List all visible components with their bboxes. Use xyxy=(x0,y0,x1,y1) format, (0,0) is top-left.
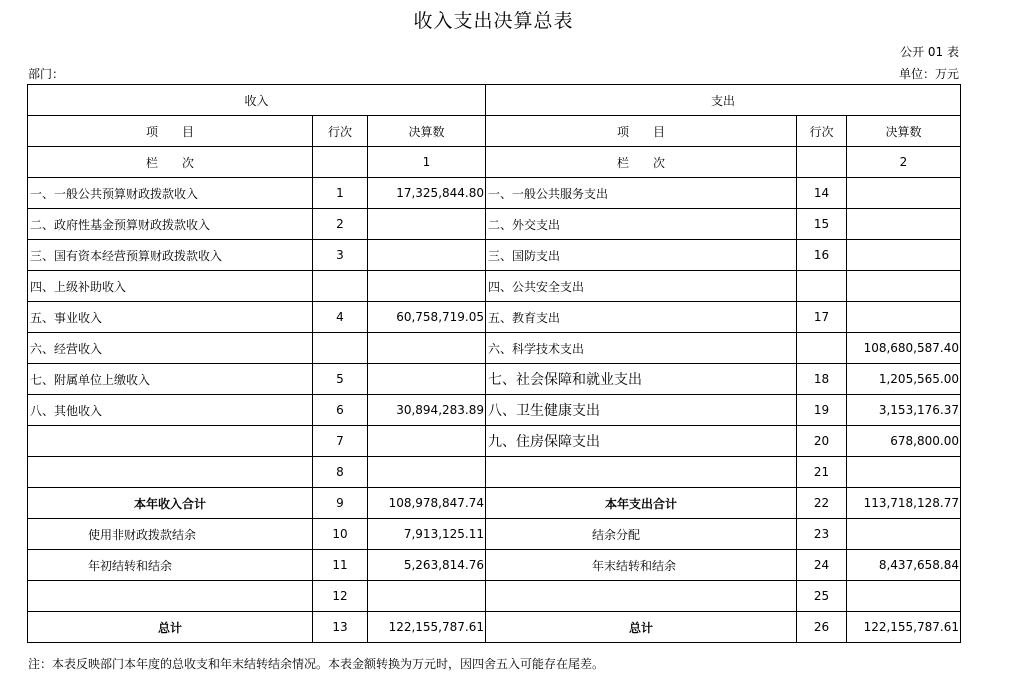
grand-expense-total-no: 26 xyxy=(797,612,847,643)
footnote: 注：本表反映部门本年度的总收支和年末结转结余情况。本表金额转换为万元时，因四舍五入可能存在尾差。 xyxy=(28,657,605,671)
begin-carryover-amount: 5,263,814.76 xyxy=(368,550,486,581)
grand-income-total-no: 13 xyxy=(313,612,368,643)
expense-item: 二、外交支出 xyxy=(486,209,797,240)
expense-item: 七、社会保障和就业支出 xyxy=(486,364,797,395)
nonfiscal-amount: 7,913,125.11 xyxy=(368,519,486,550)
income-item xyxy=(28,457,313,488)
expense-amount: 3,153,176.37 xyxy=(847,395,961,426)
income-expense-table xyxy=(27,84,961,643)
expense-section-header: 支出 xyxy=(486,85,961,116)
table-row xyxy=(28,333,961,364)
year-income-total-label: 本年收入合计 xyxy=(28,488,313,519)
year-expense-total-no: 22 xyxy=(797,488,847,519)
expense-amount xyxy=(847,209,961,240)
income-amount xyxy=(368,209,486,240)
expense-row-no: 15 xyxy=(797,209,847,240)
income-row-no: 4 xyxy=(313,302,368,333)
expense-row-no: 16 xyxy=(797,240,847,271)
expense-amount-header: 决算数 xyxy=(847,116,961,147)
expense-item: 六、科学技术支出 xyxy=(486,333,797,364)
expense-amount xyxy=(847,178,961,209)
expense-item: 一、一般公共服务支出 xyxy=(486,178,797,209)
blank-income-item xyxy=(28,581,313,612)
end-carryover-label: 年末结转和结余 xyxy=(486,550,797,581)
header-row-columns xyxy=(28,116,961,147)
table-row xyxy=(28,209,961,240)
income-row-no: 2 xyxy=(313,209,368,240)
income-item: 四、上级补助收入 xyxy=(28,271,313,302)
expense-column-number: 2 xyxy=(847,147,961,178)
blank-expense-no: 25 xyxy=(797,581,847,612)
blank-income-amount xyxy=(368,581,486,612)
income-item: 八、其他收入 xyxy=(28,395,313,426)
nonfiscal-row xyxy=(28,519,961,550)
nonfiscal-label: 使用非财政拨款结余 xyxy=(28,519,313,550)
expense-row-no: 17 xyxy=(797,302,847,333)
income-row-no: 3 xyxy=(313,240,368,271)
income-row-no: 1 xyxy=(313,178,368,209)
income-row-no xyxy=(313,333,368,364)
year-income-total-amount: 108,978,847.74 xyxy=(368,488,486,519)
expense-item: 八、卫生健康支出 xyxy=(486,395,797,426)
income-item: 六、经营收入 xyxy=(28,333,313,364)
expense-row-no: 18 xyxy=(797,364,847,395)
year-expense-total-label: 本年支出合计 xyxy=(486,488,797,519)
income-rowno-header: 行次 xyxy=(313,116,368,147)
income-row-no: 6 xyxy=(313,395,368,426)
year-expense-total-amount: 113,718,128.77 xyxy=(847,488,961,519)
income-amount xyxy=(368,364,486,395)
table-row xyxy=(28,240,961,271)
grand-expense-total-amount: 122,155,787.61 xyxy=(847,612,961,643)
end-carryover-amount: 8,437,658.84 xyxy=(847,550,961,581)
income-row-no xyxy=(313,271,368,302)
carryover-row xyxy=(28,550,961,581)
table-row xyxy=(28,302,961,333)
begin-carryover-label: 年初结转和结余 xyxy=(28,550,313,581)
blank-expense-item xyxy=(486,581,797,612)
expense-item: 九、住房保障支出 xyxy=(486,426,797,457)
income-amount: 60,758,719.05 xyxy=(368,302,486,333)
table-row xyxy=(28,395,961,426)
expense-amount: 108,680,587.40 xyxy=(847,333,961,364)
grand-income-total-label: 总计 xyxy=(28,612,313,643)
income-amount xyxy=(368,426,486,457)
income-item: 三、国有资本经营预算财政拨款收入 xyxy=(28,240,313,271)
expense-row-no: 20 xyxy=(797,426,847,457)
form-code: 公开 01 表 xyxy=(900,45,959,59)
year-income-total-no: 9 xyxy=(313,488,368,519)
income-row-no: 7 xyxy=(313,426,368,457)
income-item: 五、事业收入 xyxy=(28,302,313,333)
table-row xyxy=(28,426,961,457)
income-column-label: 栏 次 xyxy=(28,147,313,178)
income-item xyxy=(28,426,313,457)
income-amount: 17,325,844.80 xyxy=(368,178,486,209)
income-column-number: 1 xyxy=(368,147,486,178)
year-total-row xyxy=(28,488,961,519)
surplus-allocation-label: 结余分配 xyxy=(486,519,797,550)
surplus-allocation-amount xyxy=(847,519,961,550)
income-item: 二、政府性基金预算财政拨款收入 xyxy=(28,209,313,240)
table-row xyxy=(28,457,961,488)
expense-column-label: 栏 次 xyxy=(486,147,797,178)
income-amount xyxy=(368,271,486,302)
expense-row-no xyxy=(797,333,847,364)
table-row xyxy=(28,271,961,302)
begin-carryover-no: 11 xyxy=(313,550,368,581)
grand-income-total-amount: 122,155,787.61 xyxy=(368,612,486,643)
expense-amount: 678,800.00 xyxy=(847,426,961,457)
header-row-colnumbers xyxy=(28,147,961,178)
expense-rowno-header: 行次 xyxy=(797,116,847,147)
expense-item xyxy=(486,457,797,488)
blank-row xyxy=(28,581,961,612)
expense-amount xyxy=(847,302,961,333)
grand-total-row xyxy=(28,612,961,643)
expense-amount xyxy=(847,271,961,302)
expense-item-header: 项 目 xyxy=(486,116,797,147)
expense-item: 三、国防支出 xyxy=(486,240,797,271)
table-row xyxy=(28,364,961,395)
expense-item: 四、公共安全支出 xyxy=(486,271,797,302)
department-label: 部门： xyxy=(28,67,65,81)
expense-amount xyxy=(847,457,961,488)
report-title: 收入支出决算总表 xyxy=(413,10,574,32)
income-section-header: 收入 xyxy=(28,85,486,116)
income-column-blank xyxy=(313,147,368,178)
unit-label: 单位：万元 xyxy=(898,67,959,81)
header-row-section xyxy=(28,85,961,116)
expense-amount xyxy=(847,240,961,271)
grand-expense-total-label: 总计 xyxy=(486,612,797,643)
income-item: 七、附属单位上缴收入 xyxy=(28,364,313,395)
income-row-no: 8 xyxy=(313,457,368,488)
income-row-no: 5 xyxy=(313,364,368,395)
table-row xyxy=(28,178,961,209)
income-amount xyxy=(368,333,486,364)
income-item: 一、一般公共预算财政拨款收入 xyxy=(28,178,313,209)
income-amount: 30,894,283.89 xyxy=(368,395,486,426)
income-amount xyxy=(368,457,486,488)
expense-row-no: 14 xyxy=(797,178,847,209)
expense-item: 五、教育支出 xyxy=(486,302,797,333)
income-amount xyxy=(368,240,486,271)
expense-row-no: 19 xyxy=(797,395,847,426)
end-carryover-no: 24 xyxy=(797,550,847,581)
blank-income-no: 12 xyxy=(313,581,368,612)
income-item-header: 项 目 xyxy=(28,116,313,147)
surplus-allocation-no: 23 xyxy=(797,519,847,550)
nonfiscal-no: 10 xyxy=(313,519,368,550)
expense-column-blank xyxy=(797,147,847,178)
expense-amount: 1,205,565.00 xyxy=(847,364,961,395)
expense-row-no: 21 xyxy=(797,457,847,488)
income-amount-header: 决算数 xyxy=(368,116,486,147)
blank-expense-amount xyxy=(847,581,961,612)
expense-row-no xyxy=(797,271,847,302)
